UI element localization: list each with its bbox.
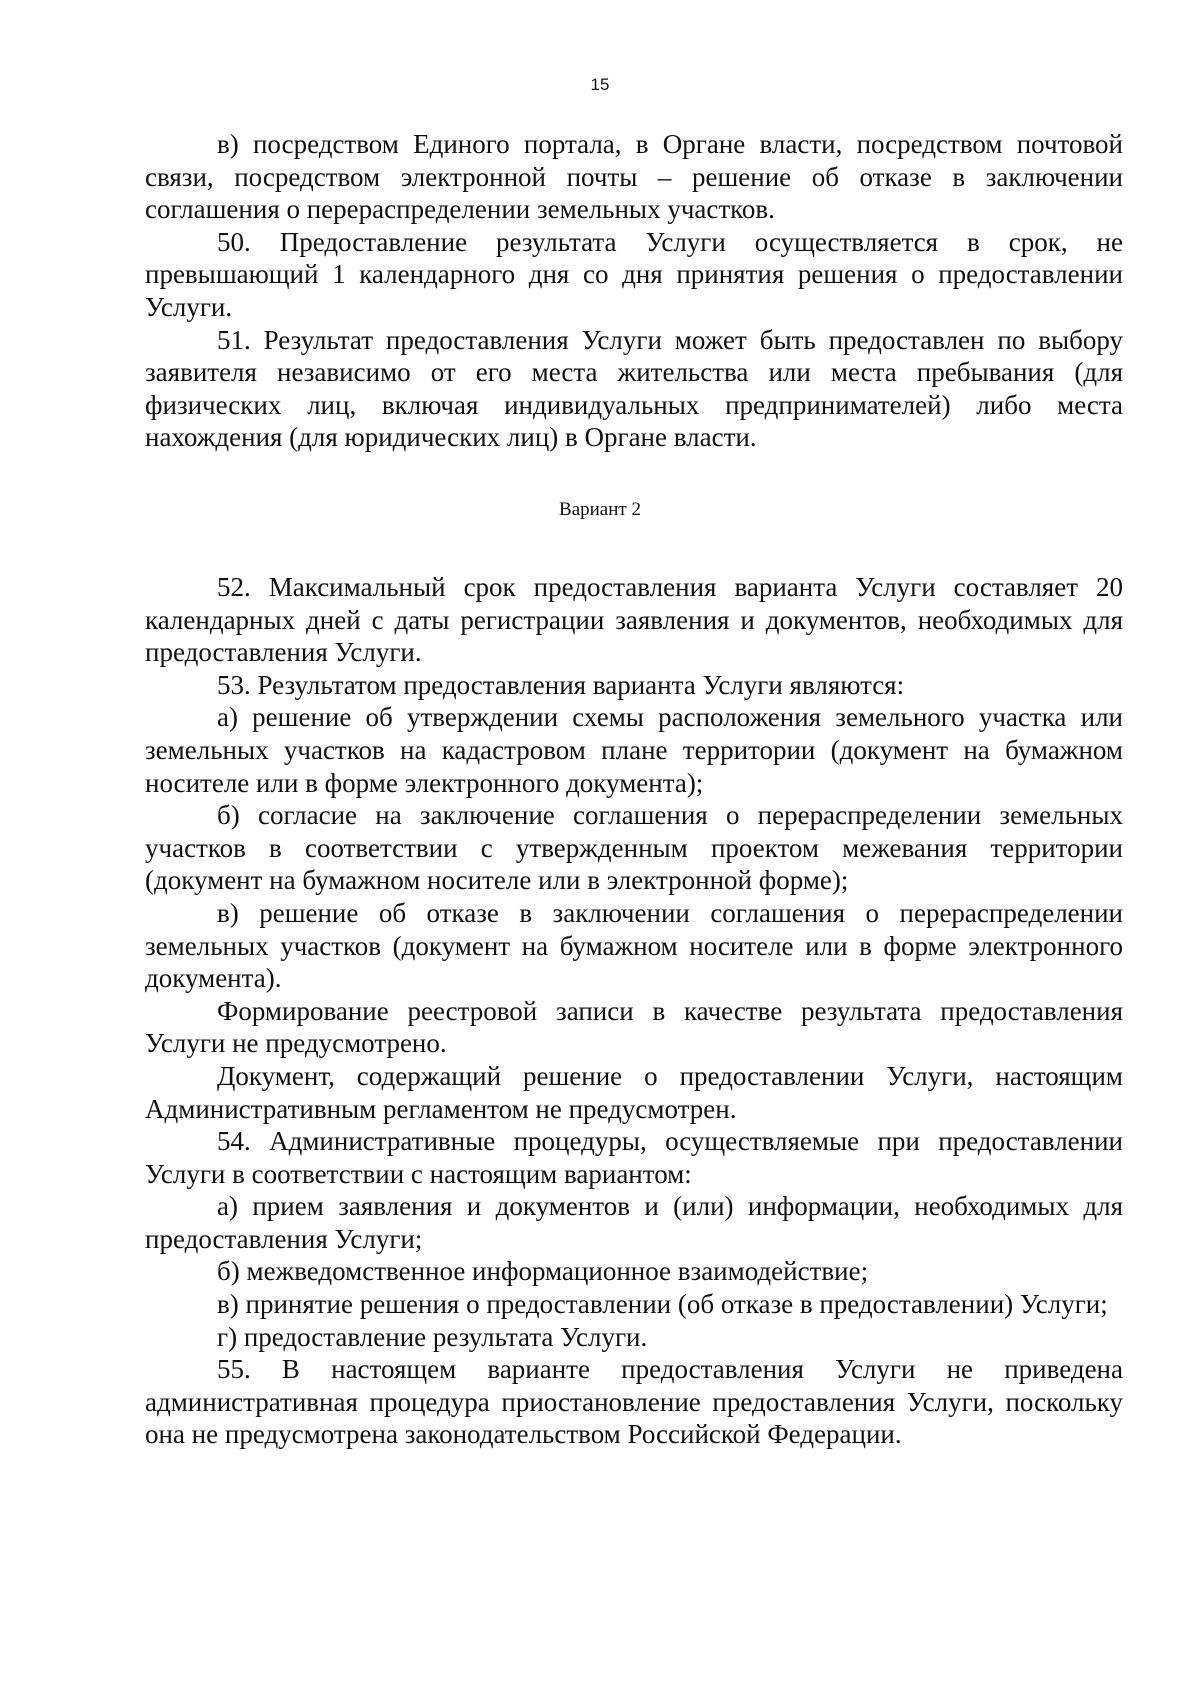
paragraph-54-b: б) межведомственное информационное взаимодействие; [217,1256,869,1287]
page-number: 15 [590,75,610,94]
paragraph-53: 53. Результатом предоставления варианта Услуги являются: [217,669,905,700]
section-2-text [145,571,1123,1451]
variant-heading: Вариант 2 [559,499,641,520]
section-1-text [145,128,1123,454]
paragraph-53-a: а) решение об утверждении схемы расположения земельного участка или земельных участков на кадастровом плане территории (документ на бумажном носителе или в форме электронного документа); [145,702,1123,798]
paragraph-51: 51. Результат предоставления Услуги может быть предоставлен по выбору заявителя независимо от его места жительства или места пребывания (для физических лиц, включая индивидуальных предпринимателей) либо места нахождения (для юридических лиц) в Органе власти. [145,324,1123,453]
paragraph-registry: Формирование реестровой записи в качестве результата предоставления Услуги не предусмотрено. [145,995,1123,1059]
paragraph-55: 55. В настоящем варианте предоставления Услуги не приведена административная процедура приостановление предоставления Услуги, поскольку она не предусмотрена законодательством Российской Федерации. [145,1354,1123,1450]
paragraph-54-v: в) принятие решения о предоставлении (об отказе в предоставлении) Услуги; [217,1289,1108,1320]
paragraph-52: 52. Максимальный срок предоставления варианта Услуги составляет 20 календарных дней с даты регистрации заявления и документов, необходимых для предоставления Услуги. [145,572,1123,668]
paragraph-54: 54. Административные процедуры, осуществляемые при предоставлении Услуги в соответствии с настоящим вариантом: [145,1126,1123,1189]
paragraph-54-g: г) предоставление результата Услуги. [217,1321,648,1352]
paragraph-53-v: в) решение об отказе в заключении соглашения о перераспределении земельных участков (документ на бумажном носителе или в форме электронного документа). [145,897,1123,994]
paragraph: в) посредством Единого портала, в Органе власти, посредством почтовой связи, посредством электронной почты – решение об отказе в заключении соглашения о перераспределении земельных участков. [145,129,1123,225]
paragraph-53-b: б) согласие на заключение соглашения о перераспределении земельных участков в соответствии с утвержденным проектом межевания территории (документ на бумажном носителе или в электронной форме); [145,800,1123,896]
paragraph-document: Документ, содержащий решение о предоставлении Услуги, настоящим Административным регламентом не предусмотрен. [145,1060,1123,1124]
paragraph-54-a: а) прием заявления и документов и (или) информации, необходимых для предоставления Услуги; [145,1191,1123,1254]
paragraph-50: 50. Предоставление результата Услуги осуществляется в срок, не превышающий 1 календарного дня со дня принятия решения о предоставлении Услуги. [145,226,1123,322]
